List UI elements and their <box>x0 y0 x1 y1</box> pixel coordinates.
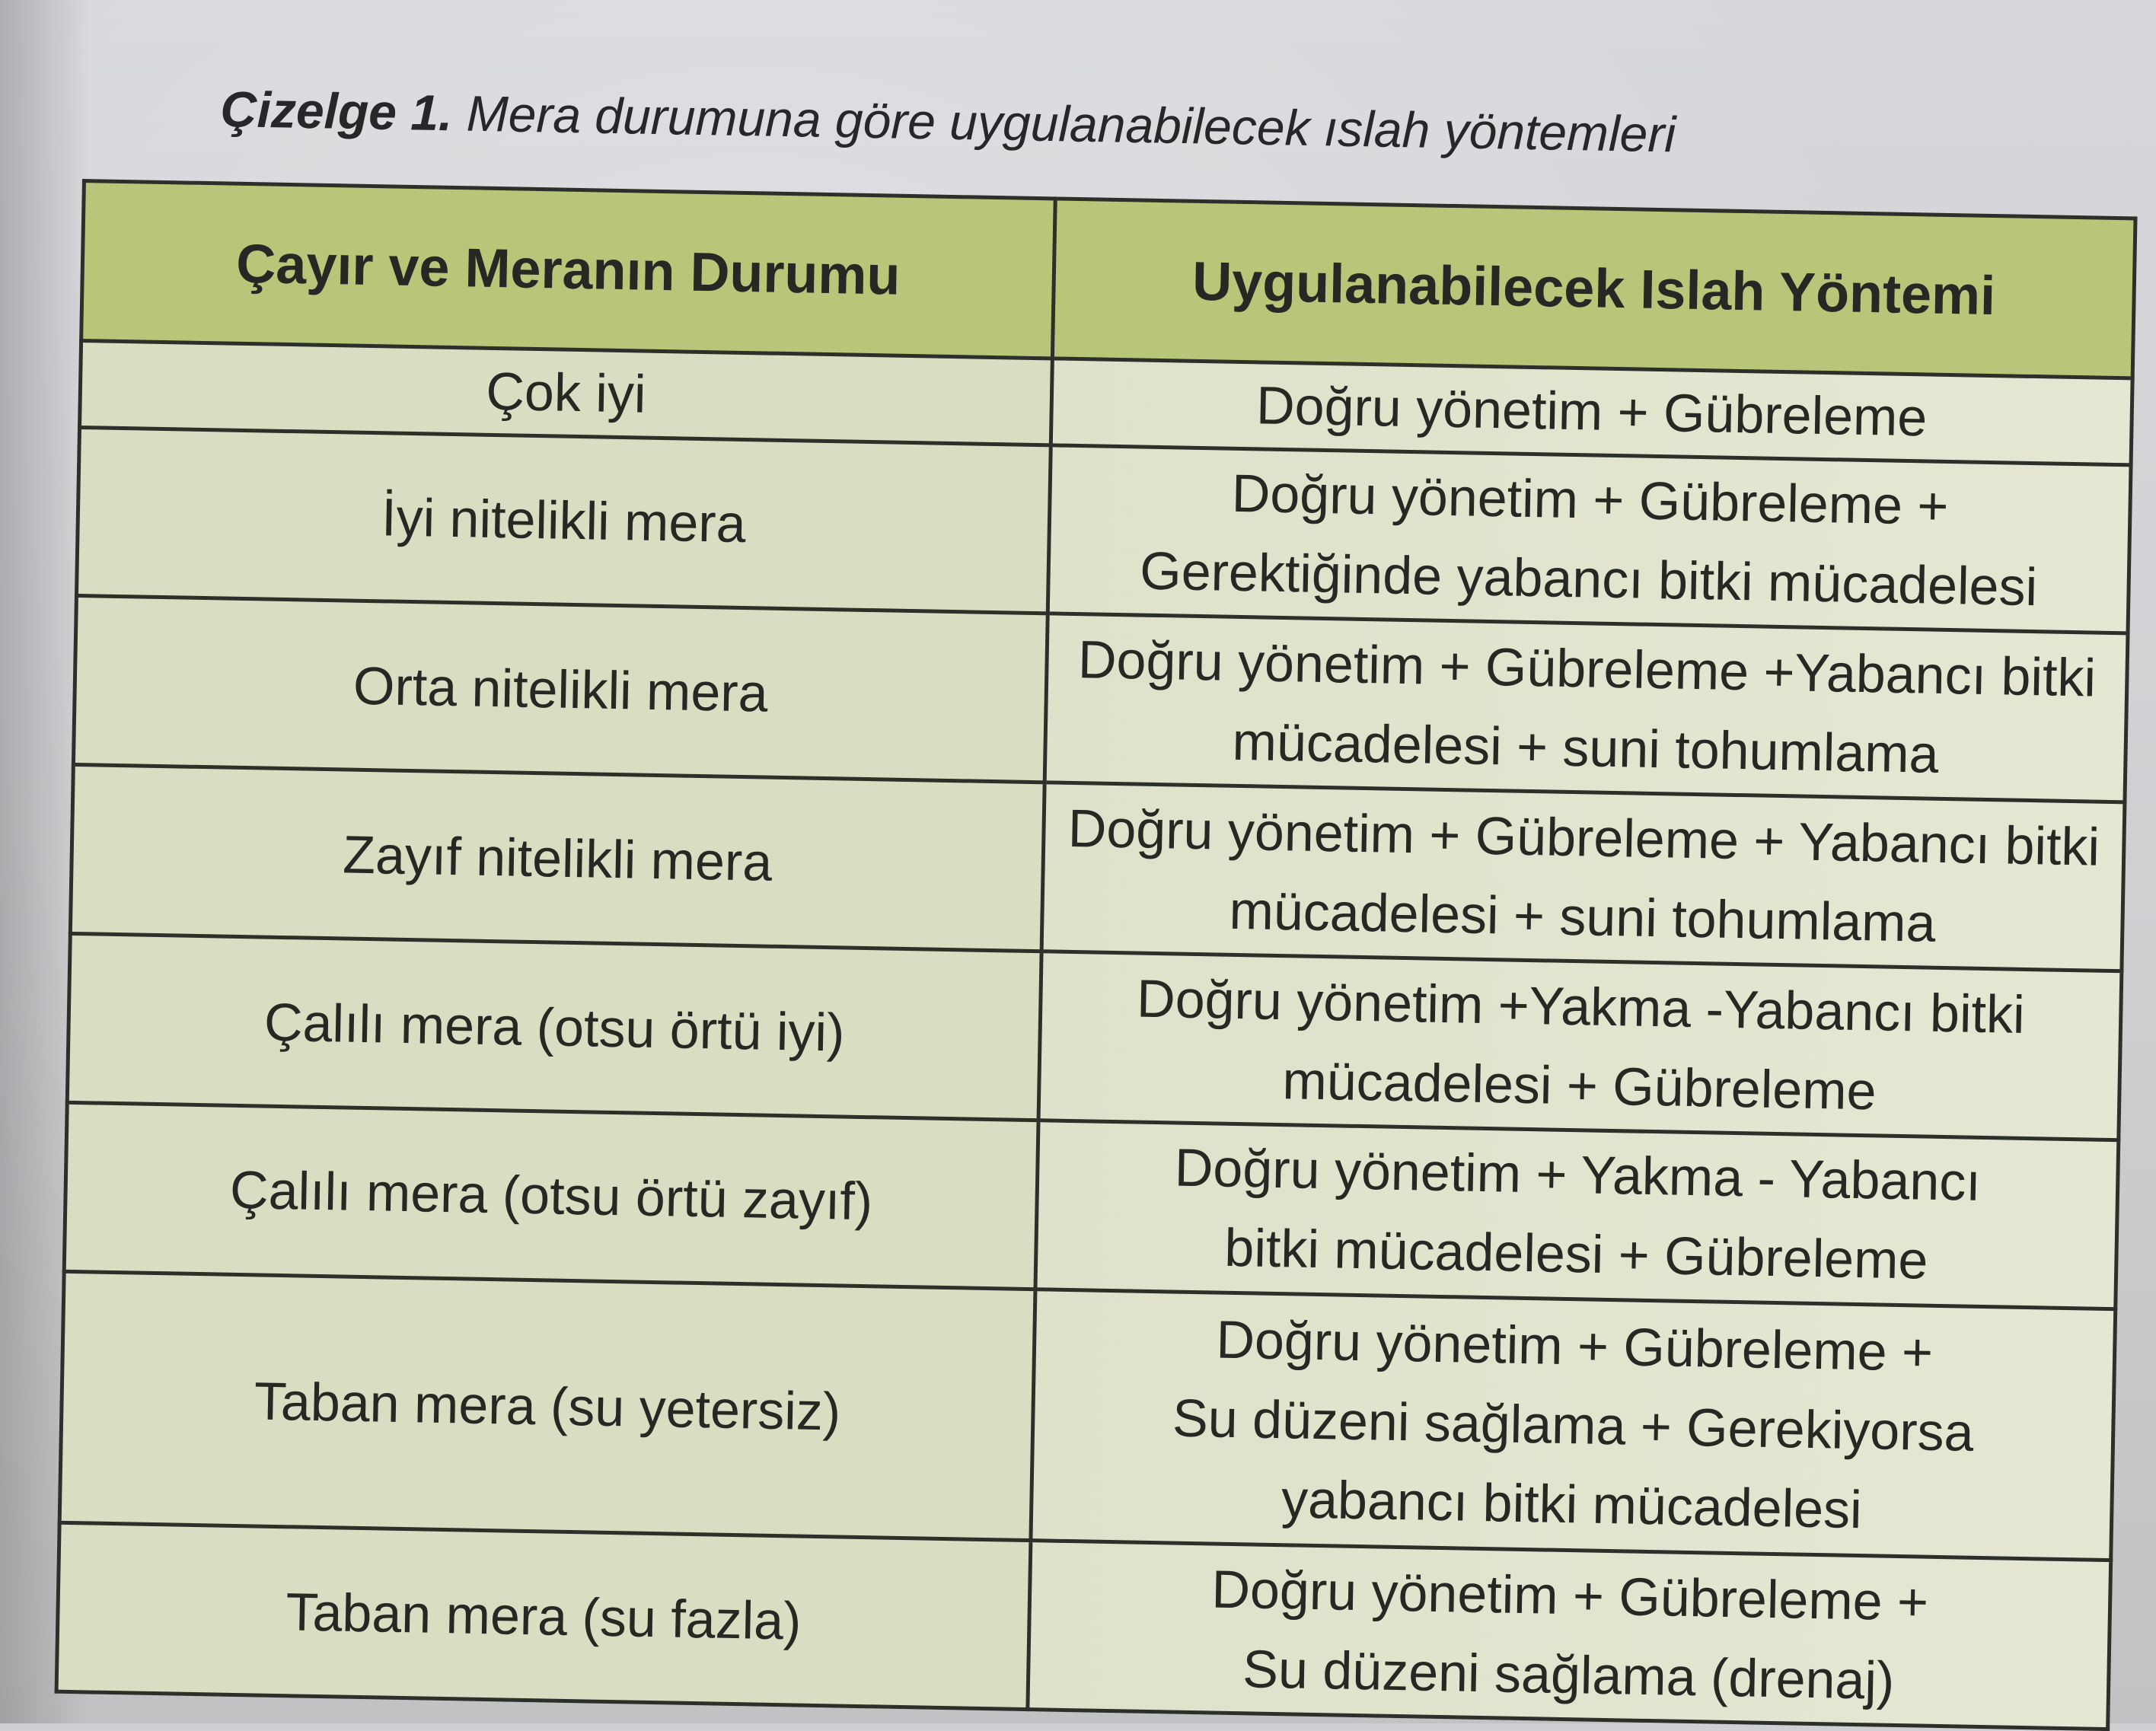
method-line: Doğru yönetim + Gübreleme + <box>1231 463 1950 536</box>
method-cell <box>1038 952 2122 1140</box>
method-line: Doğru yönetim + Gübreleme +Yabancı bitki <box>1077 629 2097 708</box>
method-line: bitki mücadelesi + Gübreleme <box>1223 1218 1929 1291</box>
table-caption <box>220 80 1972 168</box>
method-line: mücadelesi + suni tohumlama <box>1232 711 1940 784</box>
method-cell <box>1048 445 2131 633</box>
method-line: Doğru yönetim +Yakma -Yabancı bitki <box>1136 968 2026 1044</box>
caption-label: Çizelge 1. <box>220 81 454 142</box>
method-cell <box>1028 1541 2111 1729</box>
method-line: Doğru yönetim + Yakma - Yabancı <box>1174 1137 1982 1213</box>
method-line: Doğru yönetim + Gübreleme <box>1255 375 1928 448</box>
table-row <box>59 1271 2116 1560</box>
method-cell <box>1031 1289 2116 1560</box>
condition-cell: Çalılı mera (otsu örtü zayıf) <box>64 1102 1038 1289</box>
method-line: Doğru yönetim + Gübreleme + <box>1215 1309 1934 1382</box>
method-cell <box>1041 783 2125 971</box>
condition-cell: Orta nitelikli mera <box>73 596 1048 783</box>
method-line: mücadelesi + suni tohumlama <box>1228 880 1937 953</box>
table-container <box>55 179 2138 1731</box>
header-method: Uygulanabilecek Islah Yöntemi <box>1052 199 2135 378</box>
method-line: Su düzeni sağlama + Gerekiyorsa <box>1172 1388 1975 1462</box>
condition-cell: İyi nitelikli mera <box>76 427 1051 614</box>
method-line: mücadelesi + Gübreleme <box>1281 1050 1877 1121</box>
condition-cell: Zayıf nitelikli mera <box>70 765 1045 952</box>
header-condition: Çayır ve Meranın Durumu <box>81 181 1056 359</box>
method-line: Gerektiğinde yabancı bitki mücadelesi <box>1139 540 2038 617</box>
method-line: Doğru yönetim + Gübreleme + <box>1210 1559 1929 1632</box>
condition-cell: Taban mera (su fazla) <box>56 1522 1031 1709</box>
method-cell <box>1035 1121 2119 1309</box>
condition-cell: Çok iyi <box>80 341 1053 445</box>
method-line: Su düzeni sağlama (drenaj) <box>1242 1638 1895 1710</box>
method-cell <box>1045 614 2128 802</box>
caption-text: Mera durumuna göre uygulanabilecek ıslah yöntemleri <box>466 84 1676 163</box>
improvement-methods-table <box>55 179 2138 1731</box>
condition-cell: Çalılı mera (otsu örtü iyi) <box>67 934 1041 1121</box>
method-line: yabancı bitki mücadelesi <box>1281 1468 1863 1539</box>
condition-cell: Taban mera (su yetersiz) <box>59 1271 1035 1541</box>
method-line: Doğru yönetim + Gübreleme + Yabancı bitki <box>1067 798 2100 877</box>
